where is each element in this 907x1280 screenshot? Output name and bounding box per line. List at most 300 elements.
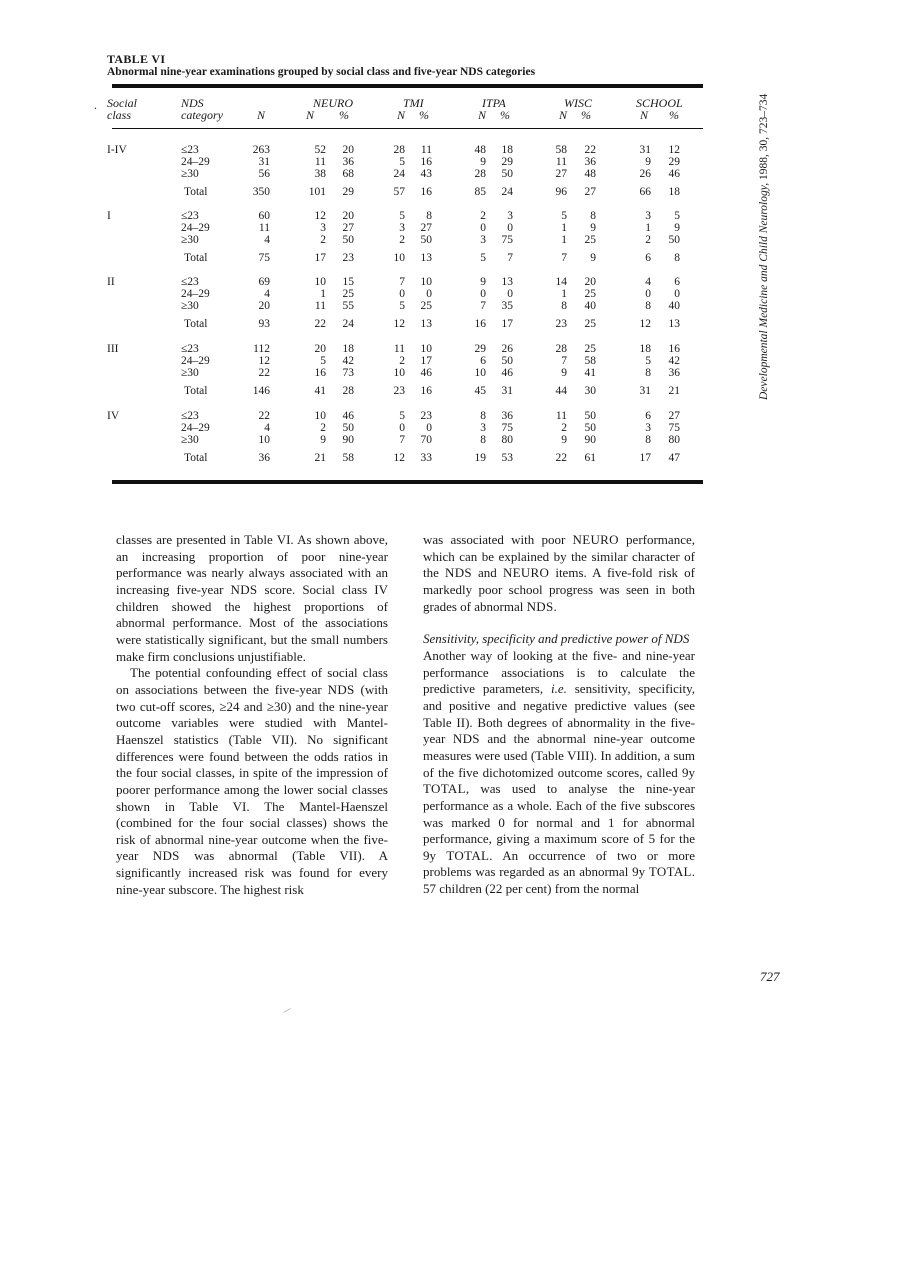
header-tmi-pct: % (419, 108, 429, 122)
value-cell: 10 (314, 276, 326, 288)
value-cell: 5 (674, 210, 680, 222)
value-cell: 52 (314, 144, 326, 156)
abbrev-total: TOTAL (648, 864, 692, 880)
value-cell: 46 (420, 367, 432, 379)
value-cell: 6 (480, 355, 486, 367)
value-cell: 7 (507, 252, 513, 264)
value-cell: 28 (474, 168, 486, 180)
value-cell: 16 (420, 156, 432, 168)
value-cell: 25 (342, 288, 354, 300)
nds-category-cell: Total (184, 252, 208, 264)
value-cell: 6 (645, 252, 651, 264)
value-cell: 12 (639, 318, 651, 330)
nds-category-cell: 24–29 (181, 222, 210, 234)
value-cell: 80 (668, 434, 680, 446)
abbrev-nds: NDS (445, 565, 472, 581)
text-run: . (553, 598, 557, 614)
value-cell: 16 (420, 186, 432, 198)
section-subheading: Sensitivity, specificity and predictive power of NDS (423, 631, 690, 647)
value-cell: 9 (674, 222, 680, 234)
value-cell: 68 (342, 168, 354, 180)
page-number: 727 (760, 969, 780, 984)
value-cell: 27 (420, 222, 432, 234)
n-cell: 20 (258, 300, 270, 312)
value-cell: 6 (645, 410, 651, 422)
value-cell: 8 (645, 434, 651, 446)
value-cell: 5 (480, 252, 486, 264)
header-tmi: TMI (403, 96, 424, 110)
value-cell: 27 (584, 186, 596, 198)
nds-category-cell: ≥30 (181, 367, 199, 379)
value-cell: 29 (501, 156, 513, 168)
n-cell: 4 (264, 288, 270, 300)
value-cell: 20 (314, 343, 326, 355)
header-n: N (257, 108, 266, 122)
value-cell: 50 (584, 410, 596, 422)
value-cell: 28 (342, 385, 354, 397)
nds-category-cell: ≥30 (181, 300, 199, 312)
abbrev-total: TOTAL (446, 847, 490, 863)
text-run: performance, which can be explained by the similar character of the (423, 532, 695, 581)
value-cell: 5 (561, 210, 567, 222)
value-cell: 45 (474, 385, 486, 397)
social-class-label: I-IV (107, 144, 127, 156)
nds-category-cell: Total (184, 452, 208, 464)
value-cell: 8 (645, 300, 651, 312)
value-cell: 27 (342, 222, 354, 234)
text-run: was associated with poor (423, 532, 573, 547)
row-bullet: . (94, 98, 97, 112)
value-cell: 7 (399, 276, 405, 288)
value-cell: 9 (590, 252, 596, 264)
value-cell: 48 (584, 168, 596, 180)
right-paragraph-1 (423, 532, 695, 615)
value-cell: 12 (393, 318, 405, 330)
value-cell: 53 (501, 452, 513, 464)
value-cell: 0 (480, 288, 486, 300)
value-cell: 23 (342, 252, 354, 264)
value-cell: 7 (561, 252, 567, 264)
value-cell: 8 (480, 434, 486, 446)
value-cell: 10 (474, 367, 486, 379)
value-cell: 17 (314, 252, 326, 264)
value-cell: 13 (501, 276, 513, 288)
value-cell: 2 (399, 234, 405, 246)
value-cell: 50 (584, 422, 596, 434)
value-cell: 96 (555, 186, 567, 198)
value-cell: 58 (342, 452, 354, 464)
value-cell: 0 (399, 422, 405, 434)
value-cell: 13 (668, 318, 680, 330)
n-cell: 112 (253, 343, 270, 355)
value-cell: 9 (320, 434, 326, 446)
nds-category-cell: ≤23 (181, 343, 199, 355)
value-cell: 9 (645, 156, 651, 168)
value-cell: 101 (308, 186, 326, 198)
value-cell: 8 (426, 210, 432, 222)
value-cell: 2 (320, 422, 326, 434)
value-cell: 9 (480, 156, 486, 168)
n-cell: 31 (258, 156, 270, 168)
text-run: score. Social class IV children showed the highest proportions of abnormal performance. Most of the associations were statistically significant, but the small numbers make firm conclusions unjustifiable. (116, 581, 388, 664)
header-itpa: ITPA (482, 96, 506, 110)
nds-category-cell: ≤23 (181, 210, 199, 222)
value-cell: 7 (480, 300, 486, 312)
nds-category-cell: Total (184, 318, 208, 330)
text-run: Another way of looking at the five- and nine-year performance associations is to calculate the predictive parameters, (423, 647, 695, 697)
value-cell: 16 (314, 367, 326, 379)
text-run: , was used to analyse the nine-year performance as a whole. Each of the five subscores was marked 0 for normal and 1 for abnormal performance, giving a maximum score of 5 for the 9y (423, 781, 695, 863)
nds-category-cell: Total (184, 385, 208, 397)
n-cell: 36 (258, 452, 270, 464)
value-cell: 47 (668, 452, 680, 464)
header-social: Social (107, 96, 137, 110)
n-cell: 4 (264, 422, 270, 434)
value-cell: 75 (501, 422, 513, 434)
value-cell: 85 (474, 186, 486, 198)
value-cell: 38 (314, 168, 326, 180)
value-cell: 57 (393, 186, 405, 198)
value-cell: 5 (399, 210, 405, 222)
value-cell: 14 (555, 276, 567, 288)
header-nds: NDS (181, 96, 204, 110)
value-cell: 2 (645, 234, 651, 246)
value-cell: 33 (420, 452, 432, 464)
abbrev-nds: NDS (327, 681, 355, 697)
table-caption: Abnormal nine-year examinations grouped by social class and five-year NDS categories (107, 66, 536, 78)
value-cell: 7 (561, 355, 567, 367)
value-cell: 13 (420, 318, 432, 330)
value-cell: 2 (399, 355, 405, 367)
value-cell: 0 (507, 222, 513, 234)
header-school: SCHOOL (636, 96, 683, 110)
nds-category-cell: ≤23 (181, 276, 199, 288)
n-cell: 75 (258, 252, 270, 264)
value-cell: 12 (314, 210, 326, 222)
value-cell: 22 (555, 452, 567, 464)
value-cell: 3 (320, 222, 326, 234)
table-bottom-rule (112, 480, 703, 484)
value-cell: 10 (393, 252, 405, 264)
value-cell: 7 (399, 434, 405, 446)
value-cell: 9 (561, 367, 567, 379)
value-cell: 50 (342, 234, 354, 246)
value-cell: 17 (420, 355, 432, 367)
text-ie: i.e. (550, 681, 567, 697)
value-cell: 5 (399, 410, 405, 422)
value-cell: 23 (393, 385, 405, 397)
value-cell: 24 (393, 168, 405, 180)
value-cell: 0 (645, 288, 651, 300)
social-class-label: II (107, 276, 115, 288)
value-cell: 3 (480, 422, 486, 434)
value-cell: 10 (393, 367, 405, 379)
abbrev-neuro: NEURO (502, 565, 550, 581)
text-run: was abnormal (Table VII). A significantly increased risk was found for every nine-year subscore. The highest risk (116, 848, 389, 897)
value-cell: 9 (590, 222, 596, 234)
value-cell: 18 (342, 343, 354, 355)
value-cell: 5 (399, 300, 405, 312)
value-cell: 11 (420, 144, 432, 156)
value-cell: 5 (645, 355, 651, 367)
value-cell: 0 (674, 288, 680, 300)
value-cell: 26 (501, 343, 513, 355)
n-cell: 350 (252, 186, 270, 198)
value-cell: 17 (501, 318, 513, 330)
value-cell: 10 (420, 276, 432, 288)
value-cell: 46 (342, 410, 354, 422)
text-run: The potential confounding effect of social class on associations between the five-year (116, 665, 388, 697)
value-cell: 1 (561, 288, 567, 300)
abbrev-nds: NDS (230, 581, 258, 597)
value-cell: 26 (639, 168, 651, 180)
n-cell: 22 (258, 367, 270, 379)
value-cell: 29 (342, 186, 354, 198)
value-cell: 0 (426, 288, 432, 300)
value-cell: 42 (668, 355, 680, 367)
header-neuro-n: N (306, 108, 315, 122)
value-cell: 16 (420, 385, 432, 397)
nds-category-cell: ≥30 (181, 434, 199, 446)
value-cell: 6 (674, 276, 680, 288)
nds-category-cell: ≥30 (181, 234, 199, 246)
value-cell: 90 (584, 434, 596, 446)
value-cell: 11 (314, 156, 326, 168)
value-cell: 23 (555, 318, 567, 330)
n-cell: 22 (258, 410, 270, 422)
value-cell: 35 (501, 300, 513, 312)
value-cell: 80 (501, 434, 513, 446)
value-cell: 29 (668, 156, 680, 168)
nds-category-cell: 24–29 (181, 422, 210, 434)
value-cell: 3 (480, 234, 486, 246)
header-wisc: WISC (564, 96, 592, 110)
value-cell: 10 (420, 343, 432, 355)
value-cell: 1 (561, 234, 567, 246)
value-cell: 5 (399, 156, 405, 168)
n-cell: 146 (252, 385, 270, 397)
social-class-label: I (107, 210, 111, 222)
value-cell: 8 (674, 252, 680, 264)
value-cell: 36 (342, 156, 354, 168)
value-cell: 22 (584, 144, 596, 156)
text-run: sensitivity, specificity, and positive and negative predictive values (see Table II). Both degrees of abnormality in the five-year (423, 681, 696, 747)
n-cell: 69 (258, 276, 270, 288)
value-cell: 90 (342, 434, 354, 446)
value-cell: 75 (501, 234, 513, 246)
value-cell: 11 (393, 343, 405, 355)
value-cell: 27 (668, 410, 680, 422)
value-cell: 50 (501, 355, 513, 367)
value-cell: 40 (584, 300, 596, 312)
abbrev-total: TOTAL (423, 781, 466, 797)
value-cell: 8 (590, 210, 596, 222)
value-cell: 0 (426, 422, 432, 434)
n-cell: 93 (258, 318, 270, 330)
value-cell: 41 (584, 367, 596, 379)
value-cell: 61 (584, 452, 596, 464)
value-cell: 36 (501, 410, 513, 422)
value-cell: 21 (314, 452, 326, 464)
value-cell: 23 (420, 410, 432, 422)
value-cell: 28 (393, 144, 405, 156)
value-cell: 73 (342, 367, 354, 379)
value-cell: 31 (501, 385, 513, 397)
value-cell: 29 (474, 343, 486, 355)
value-cell: 58 (584, 355, 596, 367)
value-cell: 22 (314, 318, 326, 330)
value-cell: 17 (639, 452, 651, 464)
value-cell: 1 (561, 222, 567, 234)
value-cell: 8 (645, 367, 651, 379)
value-cell: 25 (584, 318, 596, 330)
value-cell: 58 (555, 144, 567, 156)
value-cell: 50 (420, 234, 432, 246)
abbrev-neuro: NEURO (572, 532, 619, 547)
value-cell: 25 (584, 288, 596, 300)
n-cell: 56 (258, 168, 270, 180)
value-cell: 10 (314, 410, 326, 422)
header-wisc-n: N (559, 108, 568, 122)
value-cell: 50 (501, 168, 513, 180)
value-cell: 2 (480, 210, 486, 222)
value-cell: 11 (555, 410, 567, 422)
value-cell: 9 (561, 434, 567, 446)
value-cell: 48 (474, 144, 486, 156)
value-cell: 31 (639, 144, 651, 156)
value-cell: 8 (480, 410, 486, 422)
value-cell: 20 (584, 276, 596, 288)
journal-details: 1988, 30, 723–734 (758, 93, 770, 181)
text-run: . 57 children (22 per cent) from the normal (423, 864, 695, 897)
value-cell: 27 (555, 168, 567, 180)
nds-category-cell: 24–29 (181, 156, 210, 168)
value-cell: 15 (342, 276, 354, 288)
value-cell: 0 (480, 222, 486, 234)
text-run: and (471, 565, 503, 581)
value-cell: 9 (480, 276, 486, 288)
value-cell: 2 (561, 422, 567, 434)
abbrev-nds: NDS (526, 598, 554, 614)
header-neuro: NEURO (313, 96, 353, 110)
value-cell: 3 (507, 210, 513, 222)
nds-category-cell: ≤23 (181, 410, 199, 422)
value-cell: 55 (342, 300, 354, 312)
value-cell: 46 (501, 367, 513, 379)
value-cell: 24 (501, 186, 513, 198)
value-cell: 3 (399, 222, 405, 234)
value-cell: 19 (474, 452, 486, 464)
value-cell: 18 (668, 186, 680, 198)
nds-category-cell: ≤23 (181, 144, 199, 156)
value-cell: 20 (342, 210, 354, 222)
value-cell: 13 (420, 252, 432, 264)
value-cell: 24 (342, 318, 354, 330)
text-run: . An occurrence of two or more problems was regarded as an abnormal 9y (423, 847, 695, 880)
n-cell: 263 (252, 144, 270, 156)
value-cell: 2 (320, 234, 326, 246)
header-wisc-pct: % (581, 108, 591, 122)
value-cell: 0 (399, 288, 405, 300)
value-cell: 25 (584, 234, 596, 246)
header-school-n: N (640, 108, 649, 122)
n-cell: 11 (258, 222, 270, 234)
value-cell: 44 (555, 385, 567, 397)
header-tmi-n: N (397, 108, 406, 122)
value-cell: 20 (342, 144, 354, 156)
table-label: TABLE VI (107, 52, 166, 66)
header-school-pct: % (669, 108, 679, 122)
value-cell: 25 (420, 300, 432, 312)
value-cell: 5 (320, 355, 326, 367)
value-cell: 30 (584, 385, 596, 397)
text-run: items. A five-fold risk of markedly poor school progress was seen in both grades of abnormal (423, 565, 695, 614)
value-cell: 31 (639, 385, 651, 397)
value-cell: 1 (645, 222, 651, 234)
value-cell: 3 (645, 422, 651, 434)
value-cell: 8 (561, 300, 567, 312)
n-cell: 4 (264, 234, 270, 246)
value-cell: 25 (584, 343, 596, 355)
value-cell: 11 (555, 156, 567, 168)
value-cell: 28 (555, 343, 567, 355)
header-class: class (107, 108, 131, 122)
value-cell: 21 (668, 385, 680, 397)
n-cell: 12 (258, 355, 270, 367)
value-cell: 18 (639, 343, 651, 355)
value-cell: 16 (668, 343, 680, 355)
abbrev-nds: NDS (152, 848, 180, 864)
value-cell: 3 (645, 210, 651, 222)
journal-citation (758, 94, 770, 400)
value-cell: 41 (314, 385, 326, 397)
nds-category-cell: 24–29 (181, 288, 210, 300)
header-itpa-n: N (478, 108, 487, 122)
value-cell: 4 (645, 276, 651, 288)
value-cell: 12 (393, 452, 405, 464)
value-cell: 42 (342, 355, 354, 367)
value-cell: 50 (342, 422, 354, 434)
value-cell: 18 (501, 144, 513, 156)
left-column (116, 532, 388, 898)
value-cell: 70 (420, 434, 432, 446)
journal-name: Developmental Medicine and Child Neurology, (758, 182, 770, 400)
value-cell: 66 (639, 186, 651, 198)
value-cell: 40 (668, 300, 680, 312)
nds-category-cell: ≥30 (181, 168, 199, 180)
value-cell: 50 (668, 234, 680, 246)
value-cell: 46 (668, 168, 680, 180)
text-run: (with two cut-off scores, ≥24 and ≥30) and the nine-year outcome variables were studied with Mantel-Haenszel statistics (Table VII). No significant differences were found between the odds ratios in the four social classes, in spite of the impression of poorer performance among the lower social classes shown in Table VI. The Mantel-Haenszel (combined for the four social classes) shows the risk of abnormal nine-year outcome when the five-year (116, 681, 388, 864)
header-itpa-pct: % (500, 108, 510, 122)
value-cell: 0 (507, 288, 513, 300)
abbrev-nds: NDS (452, 731, 480, 747)
value-cell: 36 (668, 367, 680, 379)
value-cell: 36 (584, 156, 596, 168)
right-paragraph-2 (423, 648, 695, 898)
value-cell: 16 (474, 318, 486, 330)
value-cell: 12 (668, 144, 680, 156)
header-category: category (181, 108, 223, 122)
value-cell: 43 (420, 168, 432, 180)
value-cell: 11 (314, 300, 326, 312)
text-run: classes are presented in Table VI. As shown above, an increasing proportion of poor nine-year performance was nearly always associated with an increasing five-year (116, 532, 388, 597)
n-cell: 10 (258, 434, 270, 446)
value-cell: 1 (320, 288, 326, 300)
value-cell: 75 (668, 422, 680, 434)
nds-category-cell: Total (184, 186, 208, 198)
n-cell: 60 (258, 210, 270, 222)
